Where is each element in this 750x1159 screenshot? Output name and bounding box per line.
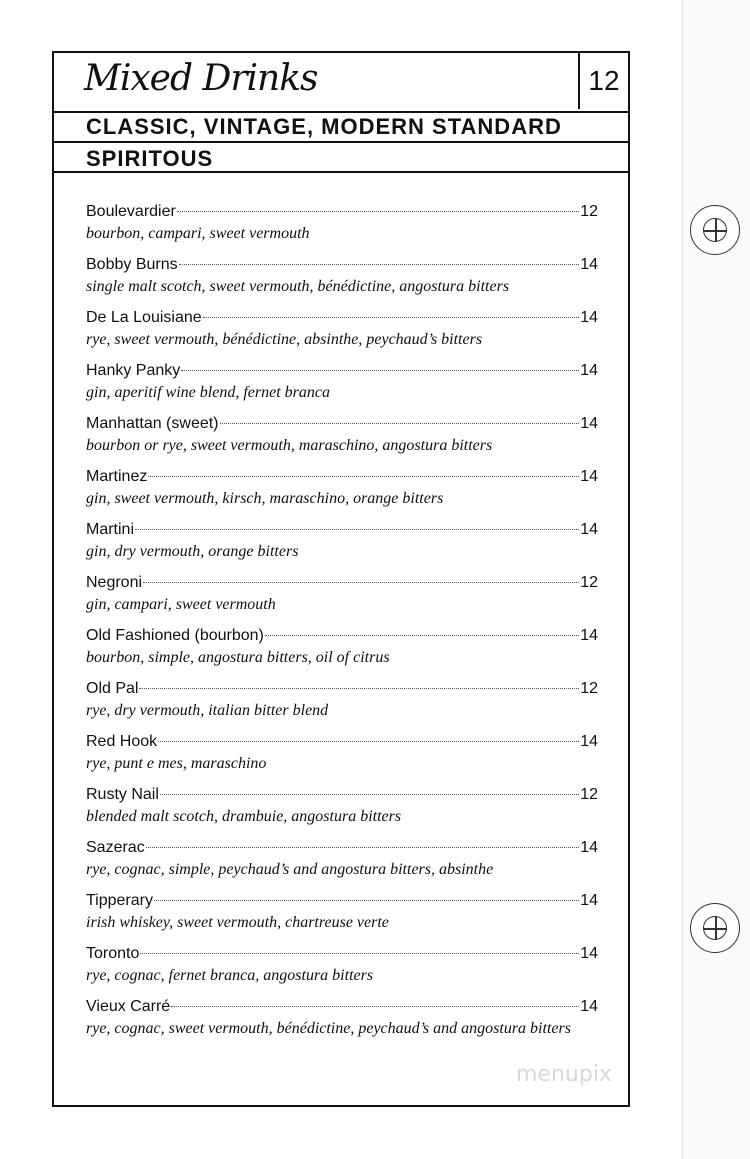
dot-leader — [171, 1006, 579, 1007]
menu-item — [86, 943, 598, 996]
menu-item-description: blended malt scotch, drambuie, angostura bitters — [86, 808, 402, 825]
menu-item-line — [86, 254, 598, 276]
menu-item-line — [86, 413, 598, 435]
menu-item — [86, 360, 598, 413]
menu-item-price: 12 — [580, 574, 598, 591]
menu-item — [86, 466, 598, 519]
menu-item-price: 14 — [580, 256, 598, 273]
menu-item — [86, 201, 598, 254]
menu-item-name: Red Hook — [86, 733, 158, 750]
dot-leader — [220, 423, 580, 424]
menu-item — [86, 307, 598, 360]
watermark: menupix — [516, 1062, 612, 1087]
menu-item-name: Tipperary — [86, 892, 153, 909]
menu-item-description: bourbon, simple, angostura bitters, oil of citrus — [86, 649, 390, 666]
menu-item-price: 14 — [580, 362, 598, 379]
menu-item-list — [86, 201, 598, 1071]
menu-item — [86, 572, 598, 625]
menu-item-price: 14 — [580, 521, 598, 538]
menu-item-name: Rusty Nail — [86, 786, 159, 803]
menu-item-name: Negroni — [86, 574, 143, 591]
menu-card — [52, 51, 630, 1107]
menu-item-description: bourbon or rye, sweet vermouth, maraschino, angostura bitters — [86, 437, 493, 454]
menu-item-name: Old Fashioned (bourbon) — [86, 627, 264, 644]
menu-item-price: 12 — [580, 680, 598, 697]
menu-item-price: 12 — [580, 203, 598, 220]
dot-leader — [139, 688, 579, 689]
menu-item-line — [86, 731, 598, 753]
menu-item-price: 14 — [580, 945, 598, 962]
dot-leader — [135, 529, 579, 530]
menu-item-description: irish whiskey, sweet vermouth, chartreuse verte — [86, 914, 389, 931]
menu-item-price: 14 — [580, 998, 598, 1015]
menu-item-price: 14 — [580, 309, 598, 326]
menu-subtitle: CLASSIC, VINTAGE, MODERN STANDARD — [54, 111, 628, 143]
menu-item — [86, 731, 598, 784]
menu-item — [86, 519, 598, 572]
menu-item-name: Martini — [86, 521, 135, 538]
menu-item-name: Bobby Burns — [86, 256, 178, 273]
menu-item — [86, 996, 598, 1071]
menu-item-line — [86, 784, 598, 806]
menu-item-name: Martinez — [86, 468, 148, 485]
menu-item-name: Manhattan (sweet) — [86, 415, 219, 432]
menu-item-description: single malt scotch, sweet vermouth, bénédictine, angostura bitters — [86, 278, 510, 295]
dot-leader — [143, 582, 579, 583]
page-number: 12 — [578, 53, 628, 109]
menu-item-description: rye, punt e mes, maraschino — [86, 755, 267, 772]
menu-item-price: 14 — [580, 733, 598, 750]
menu-item-price: 14 — [580, 627, 598, 644]
dot-leader — [140, 953, 579, 954]
menu-item-name: Vieux Carré — [86, 998, 171, 1015]
menu-item — [86, 890, 598, 943]
menu-item-line — [86, 890, 598, 912]
menu-item-name: Toronto — [86, 945, 140, 962]
dot-leader — [158, 741, 579, 742]
page-edge — [682, 0, 750, 1159]
menu-item-line — [86, 201, 598, 223]
menu-item-line — [86, 625, 598, 647]
menu-item-price: 14 — [580, 839, 598, 856]
menu-item-name: Hanky Panky — [86, 362, 181, 379]
menu-item-line — [86, 678, 598, 700]
menu-item-description: bourbon, campari, sweet vermouth — [86, 225, 310, 242]
menu-item-line — [86, 519, 598, 541]
menu-item-price: 14 — [580, 468, 598, 485]
binder-hole-icon — [690, 903, 740, 953]
menu-item — [86, 413, 598, 466]
menu-item-line — [86, 307, 598, 329]
dot-leader — [179, 264, 580, 265]
dot-leader — [148, 476, 579, 477]
menu-item-description: gin, aperitif wine blend, fernet branca — [86, 384, 330, 401]
menu-item-price: 14 — [580, 415, 598, 432]
menu-item-description: rye, cognac, fernet branca, angostura bitters — [86, 967, 374, 984]
dot-leader — [181, 370, 579, 371]
menu-item-line — [86, 466, 598, 488]
menu-item-name: Boulevardier — [86, 203, 176, 220]
menu-item-name: Old Pal — [86, 680, 139, 697]
menu-item — [86, 254, 598, 307]
menu-item-description: rye, cognac, sweet vermouth, bénédictine, peychaud’s and angostura bitters — [86, 1020, 571, 1037]
menu-item-description: gin, campari, sweet vermouth — [86, 596, 276, 613]
menu-item-description: rye, dry vermouth, italian bitter blend — [86, 702, 329, 719]
menu-item-name: De La Louisiane — [86, 309, 202, 326]
menu-item-description: gin, dry vermouth, orange bitters — [86, 543, 299, 560]
menu-item-line — [86, 360, 598, 382]
menu-item-description: rye, cognac, simple, peychaud’s and angostura bitters, absinthe — [86, 861, 494, 878]
menu-item-price: 14 — [580, 892, 598, 909]
title-row — [54, 53, 628, 113]
menu-item-description: rye, sweet vermouth, bénédictine, absinthe, peychaud’s bitters — [86, 331, 483, 348]
menu-item — [86, 678, 598, 731]
menu-item-line — [86, 837, 598, 859]
menu-item-name: Sazerac — [86, 839, 145, 856]
dot-leader — [177, 211, 579, 212]
binder-hole-icon — [690, 205, 740, 255]
dot-leader — [146, 847, 580, 848]
menu-item — [86, 837, 598, 890]
menu-item-description: gin, sweet vermouth, kirsch, maraschino, orange bitters — [86, 490, 444, 507]
dot-leader — [154, 900, 579, 901]
menu-item-line — [86, 996, 598, 1018]
menu-item-line — [86, 943, 598, 965]
menu-item — [86, 784, 598, 837]
dot-leader — [265, 635, 579, 636]
dot-leader — [203, 317, 580, 318]
dot-leader — [160, 794, 579, 795]
section-heading: SPIRITOUS — [54, 145, 628, 173]
menu-item-line — [86, 572, 598, 594]
menu-item — [86, 625, 598, 678]
menu-title: Mixed Drinks — [84, 58, 318, 99]
menu-item-price: 12 — [580, 786, 598, 803]
